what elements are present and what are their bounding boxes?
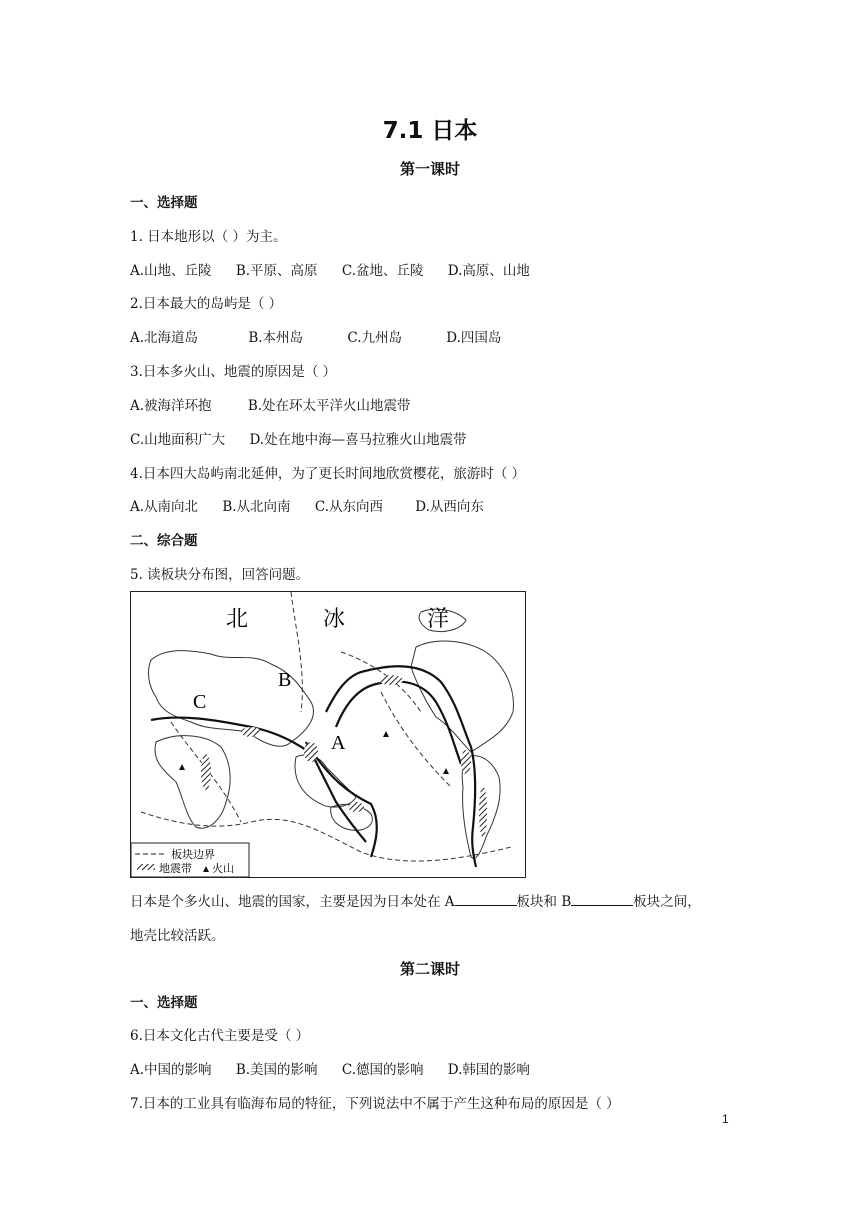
- lesson-1-heading: 第一课时: [399, 160, 460, 178]
- q6-option-b: B.美国的影响: [235, 1062, 318, 1078]
- section-comprehensive: 二、综合题: [130, 533, 198, 549]
- q4-option-a: A.从南向北: [130, 499, 199, 515]
- q5-answer-pre: 日本是个多火山、地震的国家，主要是因为日本处在 A: [130, 894, 455, 910]
- q4-option-d: D.从西向东: [415, 499, 484, 515]
- q1-option-c: C.盆地、丘陵: [341, 263, 424, 279]
- q6-options: [130, 1058, 550, 1078]
- q1-options: [130, 259, 550, 279]
- plate-boundaries: [141, 592, 511, 861]
- q4-stem: 4.日本四大岛屿南北延伸，为了更长时间地欣赏樱花，旅游时（ ）: [130, 466, 526, 482]
- africa-outline: [155, 736, 230, 829]
- section-choice-2: 一、选择题: [130, 995, 198, 1011]
- q3-option-b: B.处在环太平洋火山地震带: [247, 398, 411, 414]
- ocean-char-3: 洋: [427, 607, 450, 632]
- legend-boundary-label: 板块边界: [171, 848, 215, 861]
- plate-label-c: C: [193, 691, 207, 713]
- q1-option-d: D.高原、山地: [447, 263, 530, 279]
- plate-label-b: B: [278, 669, 292, 691]
- q4-options: [130, 495, 504, 515]
- q3-stem: 3.日本多火山、地震的原因是（ ）: [130, 364, 337, 380]
- q3-options-row2: [130, 428, 487, 448]
- legend-volcano-label: 火山: [212, 862, 234, 875]
- q5-blank-b[interactable]: [571, 892, 633, 906]
- q5-answer-mid: 板块和 B: [516, 894, 572, 910]
- q4-option-b: B.从北向南: [222, 499, 291, 515]
- q6-stem: 6.日本文化古代主要是受（ ）: [130, 1028, 310, 1044]
- ocean-char-2: 冰: [323, 607, 346, 632]
- q6-option-c: C.德国的影响: [341, 1062, 424, 1078]
- page-number: 1: [722, 1112, 729, 1126]
- section-choice-1: 一、选择题: [130, 195, 198, 211]
- q2-options: [130, 326, 521, 346]
- plate-map-figure: [131, 592, 525, 877]
- lesson-2-heading: 第二课时: [399, 960, 460, 978]
- ocean-char-1: 北: [226, 607, 249, 632]
- page-title: 7.1 日本: [382, 118, 478, 144]
- map-legend: [131, 843, 249, 877]
- plate-label-a: A: [331, 732, 346, 754]
- q6-option-a: A.中国的影响: [130, 1062, 212, 1078]
- q3-option-c: C.山地面积广大: [130, 432, 226, 448]
- eurasia-outline: [149, 651, 314, 747]
- q2-stem: 2.日本最大的岛屿是（ ）: [130, 296, 283, 312]
- q1-stem: 1. 日本地形以（ ）为主。: [130, 229, 287, 245]
- q3-option-d: D.处在地中海—喜马拉雅火山地震带: [249, 432, 467, 448]
- q3-option-a: A.被海洋环抱: [130, 398, 212, 414]
- q2-option-d: D.四国岛: [446, 330, 502, 346]
- q5-answer-line: [130, 890, 701, 910]
- q2-option-c: C.九州岛: [347, 330, 402, 346]
- north-america-outline: [411, 641, 513, 752]
- q4-option-c: C.从东向西: [314, 499, 383, 515]
- q7-stem: 7.日本的工业具有临海布局的特征，下列说法中不属于产生这种布局的原因是（ ）: [130, 1096, 620, 1112]
- q6-option-d: D.韩国的影响: [447, 1062, 530, 1078]
- q5-stem: 5. 读板块分布图，回答问题。: [130, 567, 310, 583]
- q2-option-a: A.北海道岛: [130, 330, 199, 346]
- q5-answer-post: 板块之间，: [633, 894, 701, 910]
- q2-option-b: B.本州岛: [248, 330, 304, 346]
- q1-option-b: B.平原、高原: [235, 263, 318, 279]
- q3-options-row1: [130, 394, 431, 414]
- q5-blank-a[interactable]: [455, 892, 517, 906]
- legend-quake-label: 地震带: [159, 862, 192, 875]
- plate-distribution-map: [130, 591, 526, 878]
- q5-answer-line-2: 地壳比较活跃。: [130, 928, 225, 944]
- q1-option-a: A.山地、丘陵: [130, 263, 212, 279]
- legend-quake-symbol: [137, 864, 155, 870]
